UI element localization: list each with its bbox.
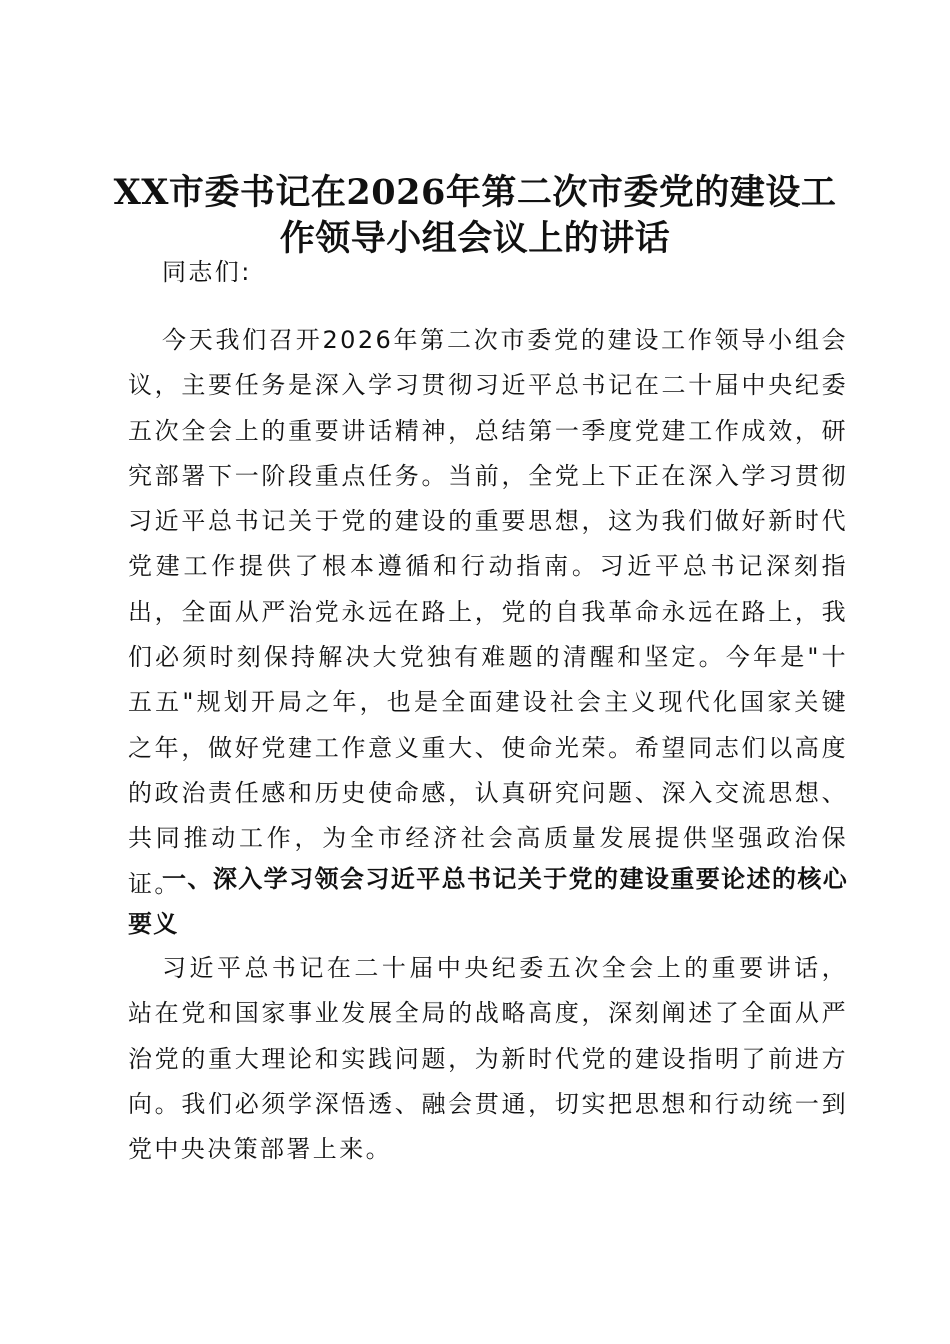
salutation: 同志们: bbox=[162, 258, 252, 286]
paragraph-section-1: 习近平总书记在二十届中央纪委五次全会上的重要讲话，站在党和国家事业发展全局的战略高度，深刻阐述了全面从严治党的重大理论和实践问题，为新时代党的建设指明了前进方向。我们必须学深悟透、融会贯通，切实把思想和行动统一到党中央决策部署上来。 bbox=[128, 954, 848, 1164]
section-heading: 一、深入学习领会习近平总书记关于党的建设重要论述的核心要义 bbox=[128, 865, 848, 938]
paragraph-opening: 今天我们召开2026年第二次市委党的建设工作领导小组会议，主要任务是深入学习贯彻习近平总书记在二十届中央纪委五次全会上的重要讲话精神，总结第一季度党建工作成效，研究部署下一阶段重点任务。当前，全党上下正在深入学习贯彻习近平总书记关于党的建设的重要思想，这为我们做好新时代党建工作提供了根本遵循和行动指南。习近平总书记深刻指出，全面从严治党永远在路上，党的自我革命永远在路上，我们必须时刻保持解决大党独有难题的清醒和坚定。今年是"十五五"规划开局之年，也是全面建设社会主义现代化国家关键之年，做好党建工作意义重大、使命光荣。希望同志们以高度的政治责任感和历史使命感，认真研究问题、深入交流思想、共同推动工作，为全市经济社会高质量发展提供坚强政治保证。 bbox=[128, 326, 848, 898]
document-title: XX市委书记在2026年第二次市委党的建设工作领导小组会议上的讲话 bbox=[113, 172, 837, 259]
